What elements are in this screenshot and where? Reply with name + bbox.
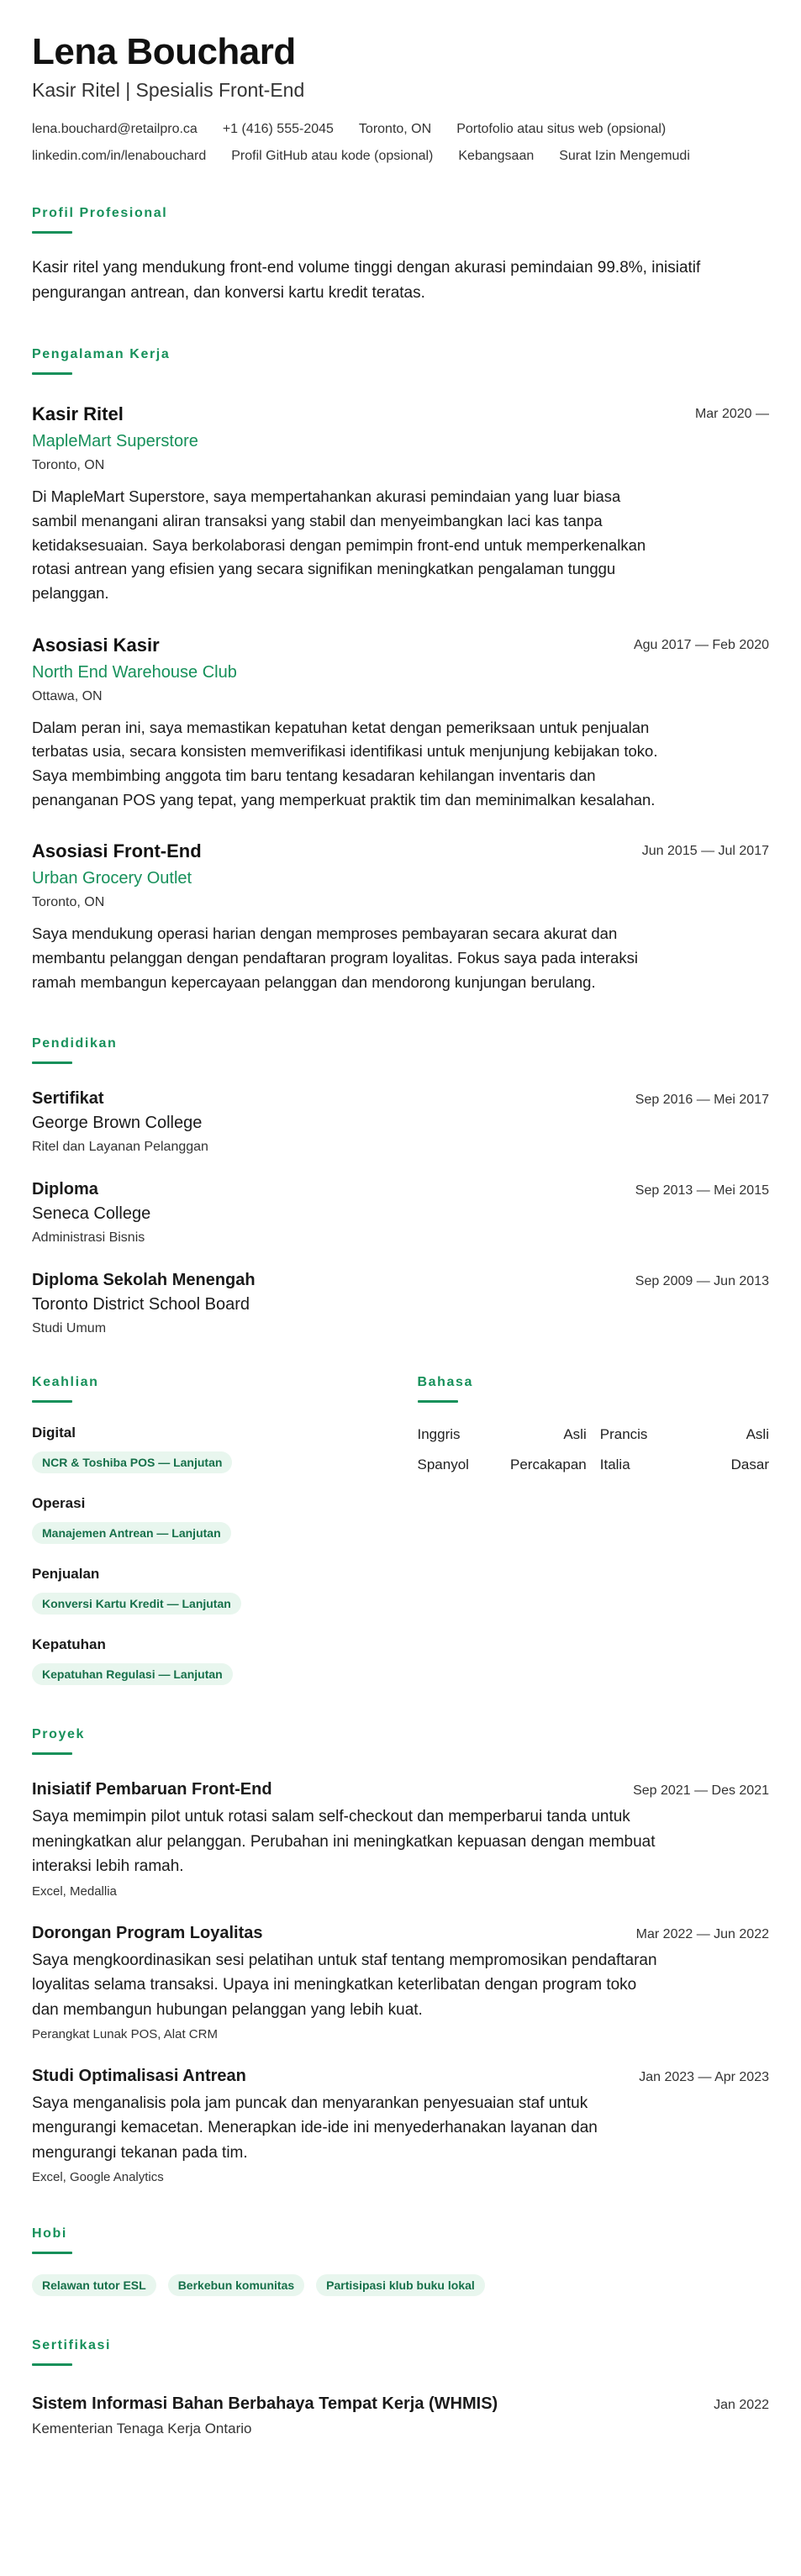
experience-entry bbox=[32, 635, 769, 813]
contact-linkedin[interactable]: linkedin.com/in/lenabouchard bbox=[32, 149, 207, 164]
experience-entry bbox=[32, 403, 769, 605]
project-title: Inisiatif Pembaruan Front-End bbox=[32, 1780, 272, 1799]
contact-portfolio[interactable]: Portofolio atau situs web (opsional) bbox=[456, 122, 667, 137]
section-divider bbox=[32, 2252, 72, 2254]
skill-group bbox=[32, 1636, 384, 1685]
language-item bbox=[600, 1426, 769, 1443]
section-title: Pendidikan bbox=[32, 1036, 118, 1051]
degree: Diploma Sekolah Menengah bbox=[32, 1271, 256, 1290]
language-level: Asli bbox=[746, 1426, 769, 1443]
section-title: Keahlian bbox=[32, 1375, 99, 1390]
company-name: North End Warehouse Club bbox=[32, 662, 237, 682]
project-dates: Mar 2022 — Jun 2022 bbox=[635, 1926, 769, 1941]
headline: Kasir Ritel | Spesialis Front-End bbox=[32, 79, 305, 102]
skill-chip: Manajemen Antrean — Lanjutan bbox=[32, 1522, 231, 1544]
skill-chip: Kepatuhan Regulasi — Lanjutan bbox=[32, 1663, 233, 1685]
hobby-chip: Partisipasi klub buku lokal bbox=[316, 2274, 485, 2296]
contact-email[interactable]: lena.bouchard@retailpro.ca bbox=[32, 122, 198, 137]
hobby-chip: Berkebun komunitas bbox=[168, 2274, 304, 2296]
language-list bbox=[418, 1426, 770, 1473]
project-tools: Perangkat Lunak POS, Alat CRM bbox=[32, 2026, 218, 2041]
project-description: Saya memimpin pilot untuk rotasi salam self-checkout dan memperbarui tanda untuk meningkatkan alur pelanggan. Perubahan ini meningkatkan kepuasan dengan membuat interaksi lebih ramah. bbox=[32, 1808, 656, 1876]
language-level: Percakapan bbox=[510, 1457, 587, 1473]
section-title: Bahasa bbox=[417, 1375, 474, 1390]
education-entry bbox=[32, 1180, 769, 1246]
hobby-list bbox=[32, 2274, 769, 2296]
contact-github[interactable]: Profil GitHub atau kode (opsional) bbox=[231, 149, 434, 164]
projects-section bbox=[32, 1727, 769, 2184]
project-dates: Jan 2023 — Apr 2023 bbox=[639, 2069, 769, 2084]
skills-languages-row bbox=[32, 1375, 769, 1685]
skill-category: Penjualan bbox=[32, 1566, 100, 1583]
skill-chip: Konversi Kartu Kredit — Lanjutan bbox=[32, 1593, 241, 1615]
project-title: Studi Optimalisasi Antrean bbox=[32, 2066, 246, 2085]
section-title: Proyek bbox=[32, 1727, 85, 1742]
language-name: Spanyol bbox=[417, 1457, 469, 1473]
field-of-study: Administrasi Bisnis bbox=[32, 1230, 145, 1246]
languages-section bbox=[418, 1375, 770, 1685]
school-name: George Brown College bbox=[32, 1114, 203, 1133]
school-name: Toronto District School Board bbox=[32, 1295, 250, 1314]
job-description: Saya mendukung operasi harian dengan memproses pembayaran secara akurat dan membantu pelanggan dengan pendaftaran program loyalitas. Fokus saya pada interaksi ramah membangun kepercayaan pelanggan dan mendorong kunjungan berulang. bbox=[32, 925, 638, 991]
company-name: MapleMart Superstore bbox=[32, 432, 198, 451]
education-dates: Sep 2009 — Jun 2013 bbox=[635, 1274, 769, 1289]
education-dates: Sep 2016 — Mei 2017 bbox=[635, 1093, 769, 1108]
skill-category: Digital bbox=[32, 1425, 76, 1441]
certification-issuer: Kementerian Tenaga Kerja Ontario bbox=[32, 2421, 252, 2437]
job-title: Asosiasi Kasir bbox=[32, 634, 160, 656]
skills-section bbox=[32, 1375, 384, 1685]
language-name: Prancis bbox=[599, 1426, 648, 1443]
section-divider bbox=[32, 231, 72, 234]
job-location: Toronto, ON bbox=[32, 458, 105, 473]
section-divider bbox=[32, 1752, 72, 1755]
education-section bbox=[32, 1036, 769, 1336]
company-name: Urban Grocery Outlet bbox=[32, 869, 192, 888]
candidate-name: Lena Bouchard bbox=[32, 31, 296, 72]
skill-group bbox=[32, 1425, 384, 1473]
degree: Sertifikat bbox=[32, 1089, 104, 1109]
hobbies-section bbox=[32, 2226, 769, 2296]
education-dates: Sep 2013 — Mei 2015 bbox=[635, 1183, 769, 1198]
language-level: Dasar bbox=[730, 1457, 769, 1473]
project-description: Saya mengkoordinasikan sesi pelatihan untuk staf tentang mempromosikan pendaftaran loyalitas selama transaksi. Upaya ini meningkatkan keterlibatan dengan program toko dan membangun hubungan pelanggan yang lebih kuat. bbox=[32, 1951, 657, 2019]
language-item bbox=[600, 1457, 769, 1473]
language-item bbox=[418, 1457, 587, 1473]
project-description: Saya menganalisis pola jam puncak dan menyarankan penyesuaian staf untuk mengurangi kemacetan. Menerapkan ide-ide ini menyederhanakan layanan dan mengurangi tekanan pada tim. bbox=[32, 2094, 598, 2162]
degree: Diploma bbox=[32, 1180, 98, 1199]
project-title: Dorongan Program Loyalitas bbox=[32, 1923, 263, 1942]
job-dates: Agu 2017 — Feb 2020 bbox=[633, 637, 769, 652]
project-tools: Excel, Medallia bbox=[32, 1883, 117, 1899]
language-level: Asli bbox=[563, 1426, 587, 1443]
certifications-section bbox=[32, 2338, 769, 2437]
certification-title: Sistem Informasi Bahan Berbahaya Tempat Kerja (WHMIS) bbox=[32, 2394, 498, 2414]
section-title: Sertifikasi bbox=[32, 2338, 112, 2353]
education-entry bbox=[32, 1089, 769, 1155]
field-of-study: Ritel dan Layanan Pelanggan bbox=[32, 1140, 208, 1155]
experience-entry bbox=[32, 840, 769, 994]
skill-category: Operasi bbox=[32, 1495, 86, 1512]
contact-phone[interactable]: +1 (416) 555-2045 bbox=[222, 122, 334, 137]
contact-nationality: Kebangsaan bbox=[458, 149, 535, 164]
job-dates: Mar 2020 — bbox=[694, 407, 769, 422]
job-description: Di MapleMart Superstore, saya mempertahankan akurasi pemindaian yang luar biasa sambil menangani aliran transaksi yang stabil dan menyeimbangkan laci kas tanpa ketidaksesuaian. Saya berkolaborasi dengan pemimpin front-end untuk memperkenalkan rotasi antrean yang efisien yang secara signifikan meningkatkan pengalaman tunggu pelanggan. bbox=[32, 487, 646, 602]
job-title: Kasir Ritel bbox=[32, 403, 124, 425]
section-divider bbox=[32, 372, 72, 375]
skill-chip: NCR & Toshiba POS — Lanjutan bbox=[32, 1451, 232, 1473]
contact-drivers-license: Surat Izin Mengemudi bbox=[559, 149, 690, 164]
job-description: Dalam peran ini, saya memastikan kepatuhan ketat dengan pemeriksaan untuk penjualan terbatas usia, secara konsisten memverifikasi identifikasi untuk menjunjung kebijakan toko. Saya membimbing anggota tim baru tentang kesadaran kehilangan inventaris dan penanganan POS yang tepat, yang memperkuat praktik tim dan meminimalkan kesalahan. bbox=[32, 718, 658, 809]
section-title: Pengalaman Kerja bbox=[32, 347, 171, 362]
resume-header bbox=[32, 32, 769, 164]
profile-section bbox=[32, 206, 769, 305]
certification-entry bbox=[32, 2394, 769, 2437]
section-divider bbox=[418, 1400, 458, 1403]
section-divider bbox=[32, 1061, 72, 1064]
job-dates: Jun 2015 — Jul 2017 bbox=[641, 844, 769, 859]
section-title: Profil Profesional bbox=[32, 206, 168, 221]
project-entry bbox=[32, 2067, 769, 2184]
section-divider bbox=[32, 2363, 72, 2366]
contact-info bbox=[32, 122, 769, 164]
section-divider bbox=[32, 1400, 72, 1403]
profile-summary: Kasir ritel yang mendukung front-end volume tinggi dengan akurasi pemindaian 99.8%, inisiatif pengurangan antrean, dan konversi kartu kredit teratas. bbox=[32, 259, 701, 302]
field-of-study: Studi Umum bbox=[32, 1321, 107, 1336]
job-title: Asosiasi Front-End bbox=[32, 840, 202, 862]
contact-location: Toronto, ON bbox=[358, 122, 432, 137]
skill-group bbox=[32, 1566, 384, 1615]
project-entry bbox=[32, 1924, 769, 2041]
skill-category: Kepatuhan bbox=[32, 1636, 106, 1653]
hobby-chip: Relawan tutor ESL bbox=[32, 2274, 156, 2296]
skill-group bbox=[32, 1495, 384, 1544]
section-title: Hobi bbox=[32, 2226, 67, 2241]
job-location: Toronto, ON bbox=[32, 895, 105, 910]
project-entry bbox=[32, 1780, 769, 1898]
job-location: Ottawa, ON bbox=[32, 688, 103, 703]
school-name: Seneca College bbox=[32, 1204, 151, 1224]
experience-section bbox=[32, 347, 769, 994]
language-name: Inggris bbox=[417, 1426, 461, 1443]
language-item bbox=[418, 1426, 587, 1443]
certification-date: Jan 2022 bbox=[714, 2398, 769, 2413]
language-name: Italia bbox=[599, 1457, 630, 1473]
project-tools: Excel, Google Analytics bbox=[32, 2170, 164, 2185]
project-dates: Sep 2021 — Des 2021 bbox=[633, 1783, 769, 1799]
education-entry bbox=[32, 1271, 769, 1336]
